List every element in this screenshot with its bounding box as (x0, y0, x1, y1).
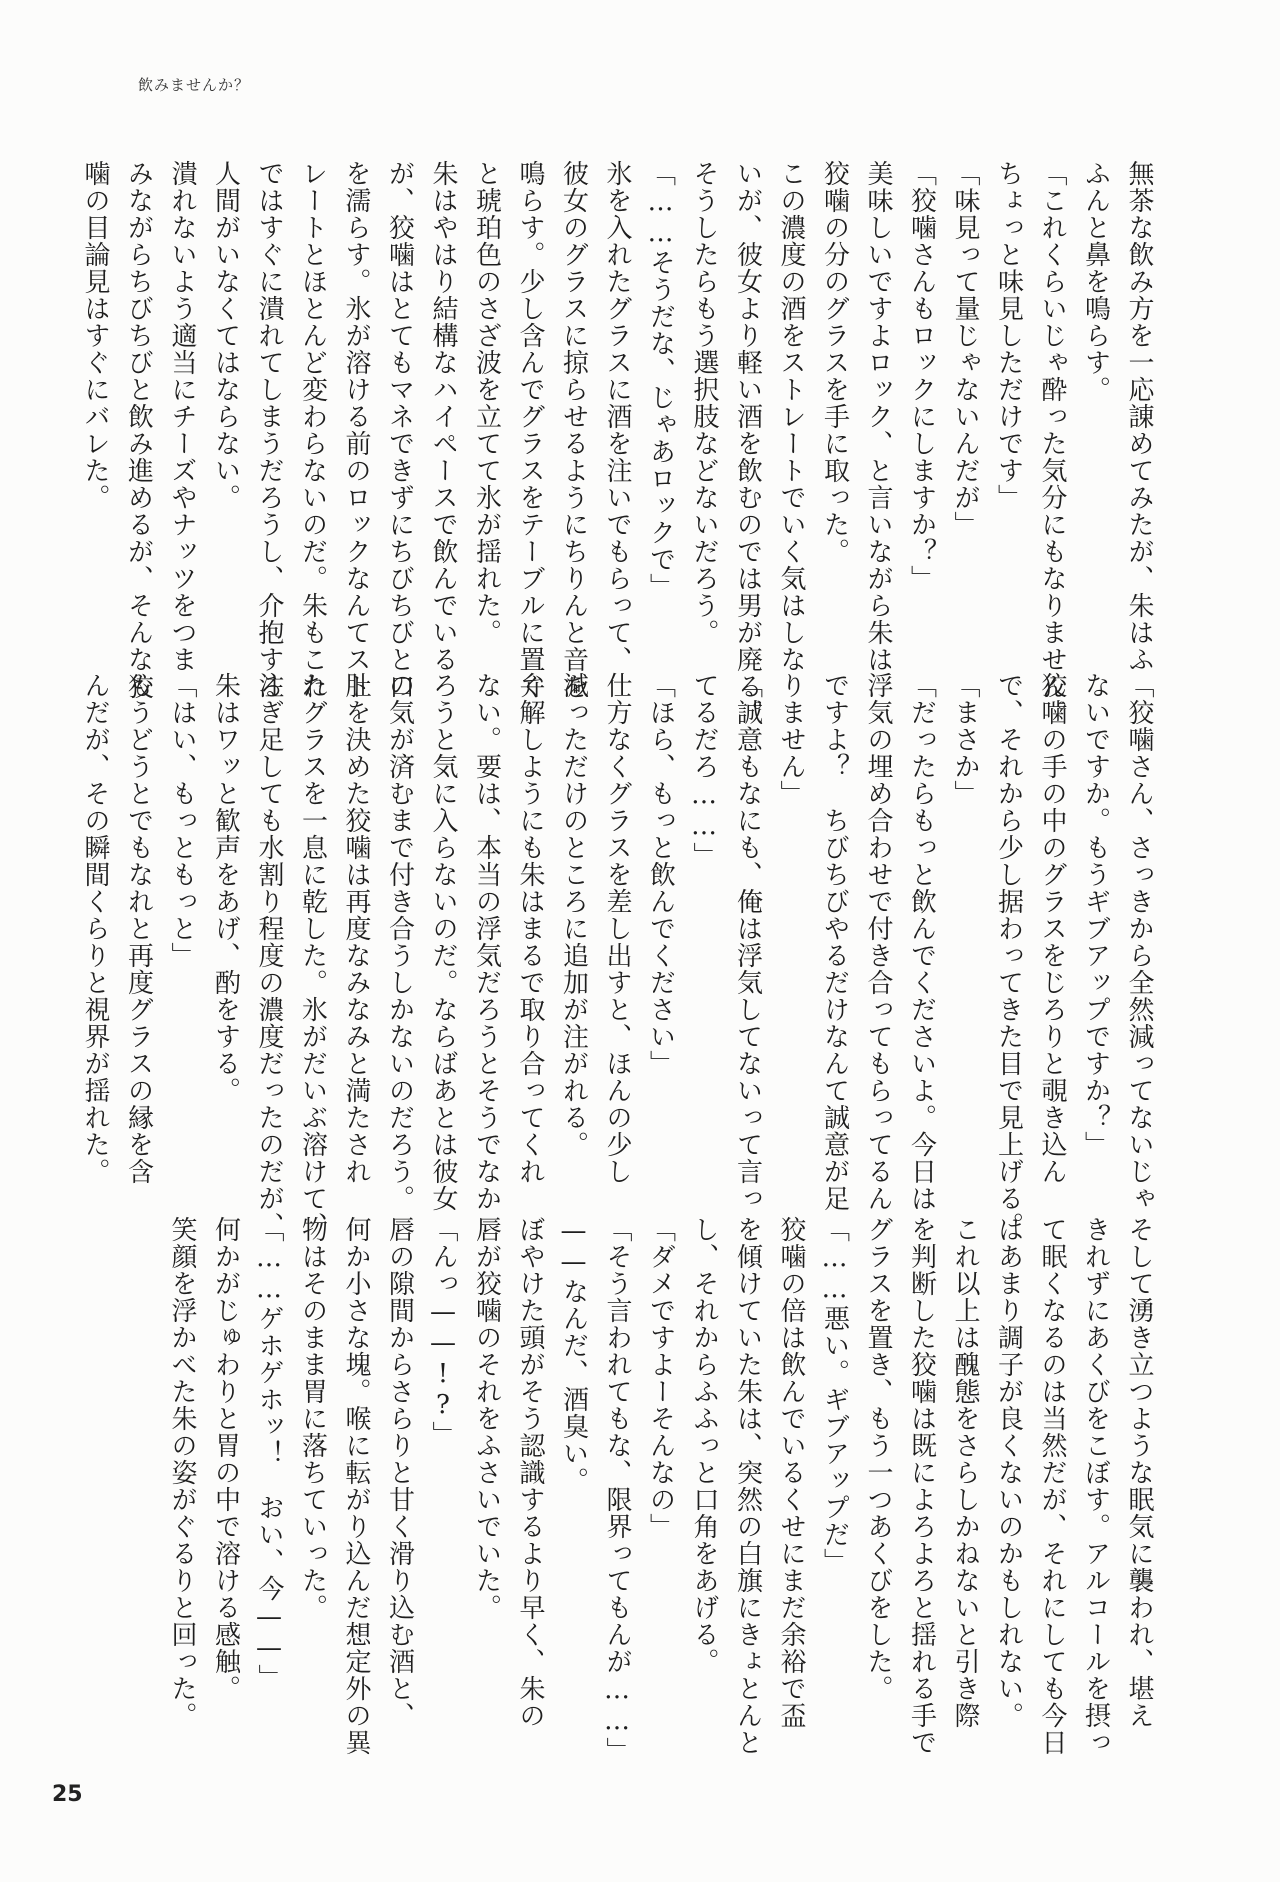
text-column: 「味見って量じゃないんだが」 (950, 160, 980, 538)
text-column: 狡噛の分のグラスを手に取った。 (819, 160, 850, 565)
text-column: を判断した狡噛は既によろよろと揺れる手で (906, 1216, 937, 1756)
text-column: 噛の目論見はすぐにバレた。 (80, 160, 110, 511)
text-column: 潰れないよう適当にチーズやナッツをつま (167, 160, 197, 673)
text-column: 狡噛の倍は飲んでいるくせにまだ余裕で盃 (776, 1216, 806, 1729)
text-column: が、狡噛はとてもマネできずにちびちびと口 (384, 160, 415, 700)
text-column: んだが、その瞬間くらりと視界が揺れた。 (80, 672, 110, 1185)
text-column: 「……そうだな、じゃあロックで」 (645, 160, 676, 600)
text-column: 「……ゲホゲホッ！ おい、今——」 (254, 1216, 284, 1691)
text-column: そうしたらもう選択肢などないだろう。 (689, 160, 719, 646)
text-column: を濡らす。氷が溶ける前のロックなんてスト (341, 160, 371, 700)
text-column: と琥珀色のさざ波を立てて氷が揺れた。 (471, 160, 502, 646)
text-column: 弁解しようにも朱はまるで取り合ってくれ (515, 672, 545, 1185)
text-column: もうどうとでもなれと再度グラスの縁を含 (123, 672, 154, 1185)
text-column: いが、彼女より軽い酒を飲むのでは男が廃る。 (732, 160, 763, 727)
text-column: て眠くなるのは当然だが、それにしても今日 (1037, 1216, 1067, 1756)
text-column: 笑顔を浮かべた朱の姿がぐるりと回った。 (167, 1216, 197, 1729)
text-column: 仕方なくグラスを差し出すと、ほんの少し (602, 672, 632, 1185)
text-column: 浮気の埋め合わせで付き合ってもらってるん (863, 672, 893, 1212)
text-column: 「狡噛さんもロックにしますか？」 (906, 160, 937, 592)
text-column: ないですか。もうギブアップですか？」 (1080, 672, 1111, 1158)
text-column: 「んっ——!?」 (428, 1216, 458, 1448)
text-column: みながらちびちびと飲み進めるが、そんな狡 (123, 160, 154, 700)
text-column: を傾けていた朱は、突然の白旗にきょとんと (732, 1216, 763, 1756)
text-column: 何か小さな塊。喉に転がり込んだ想定外の異 (341, 1216, 371, 1756)
text-column: ——なんだ、酒臭い。 (558, 1216, 589, 1494)
text-column: 氷を入れたグラスに酒を注いでもらって、 (602, 160, 632, 673)
text-column: 唇が狡噛のそれをふさいでいた。 (471, 1216, 502, 1621)
text-column: 無茶な飲み方を一応諌めてみたが、朱はふ (1124, 160, 1154, 673)
text-column: ろうと気に入らないのだ。ならばあとは彼女 (428, 672, 458, 1212)
text-column: そして湧き立つような眠気に襲われ、堪え (1124, 1216, 1154, 1729)
page-number: 25 (52, 1782, 83, 1807)
text-column: 朱はやはり結構なハイペースで飲んでいる (428, 160, 458, 673)
text-column: で、それから少し据わってきた目で見上げる。 (993, 672, 1024, 1239)
text-column: 何かがじゅわりと胃の中で溶ける感触。 (210, 1216, 241, 1702)
text-column: 狡噛の手の中のグラスをじろりと覗き込ん (1037, 672, 1067, 1185)
text-column: し、それからふふっと口角をあげる。 (689, 1216, 719, 1675)
text-column: これ以上は醜態をさらしかねないと引き際 (950, 1216, 980, 1729)
text-column: この濃度の酒をストレートでいく気はしな (776, 160, 806, 673)
text-column: りません」 (776, 672, 806, 807)
text-column: 「そう言われてもな、限界ってもんが……」 (602, 1216, 632, 1764)
text-column: 「ダメですよーそんなの」 (645, 1216, 676, 1540)
text-column: 人間がいなくてはならない。 (210, 160, 241, 511)
running-head: 飲みませんか？ (138, 76, 251, 94)
text-column: の気が済むまで付き合うしかないのだろう。 (384, 672, 415, 1212)
text-column: ぼやけた頭がそう認識するより早く、朱の (515, 1216, 545, 1729)
text-column: てるだろ……」 (689, 672, 719, 869)
text-tier-top (80, 160, 1160, 727)
text-column: たグラスを一息に乾した。氷がだいぶ溶けて、 (297, 672, 328, 1239)
text-column: 肚を決めた狡噛は再度なみなみと満たされ (341, 672, 371, 1185)
text-column: 「……悪い。ギブアップだ」 (819, 1216, 850, 1575)
text-column: レートとほとんど変わらないのだ。朱もこれ (297, 160, 328, 700)
text-column: 注ぎ足しても水割り程度の濃度だったのだが、 (254, 672, 284, 1239)
text-column: 唇の隙間からさらりと甘く滑り込む酒と、 (384, 1216, 415, 1729)
text-column: 彼女のグラスに掠らせるようにちりんと音を (558, 160, 589, 700)
text-column: 「ほら、もっと飲んでください」 (645, 672, 676, 1077)
text-column: ない。要は、本当の浮気だろうとそうでなか (471, 672, 502, 1212)
text-column: 「狡噛さん、さっきから全然減ってないじゃ (1124, 672, 1154, 1212)
text-column: 「誠意もなにも、俺は浮気してないって言っ (732, 672, 763, 1212)
text-tier-middle (80, 672, 1160, 1239)
text-column: ではすぐに潰れてしまうだろうし、介抱する (254, 160, 284, 700)
text-column: きれずにあくびをこぼす。アルコールを摂っ (1080, 1216, 1111, 1756)
text-column: 「まさか」 (950, 672, 980, 807)
text-column: 「だったらもっと飲んでくださいよ。今日は (906, 672, 937, 1212)
text-column: グラスを置き、もう一つあくびをした。 (863, 1216, 893, 1702)
text-column: 減っただけのところに追加が注がれる。 (558, 672, 589, 1158)
text-column: ですよ？ ちびちびやるだけなんて誠意が足 (819, 672, 850, 1212)
text-column: 「これくらいじゃ酔った気分にもなりません。 (1037, 160, 1067, 727)
text-column: 鳴らす。少し含んでグラスをテーブルに置く (515, 160, 545, 700)
text-column: ふんと鼻を鳴らす。 (1080, 160, 1111, 403)
text-column: ちょっと味見しただけです」 (993, 160, 1024, 511)
text-column: 朱はワッと歓声をあげ、酌をする。 (210, 672, 241, 1104)
text-column: 物はそのまま胃に落ちていった。 (297, 1216, 328, 1621)
text-column: 「はい、もっともっと」 (167, 672, 197, 969)
text-tier-bottom (140, 1216, 1160, 1764)
text-column: 美味しいですよロック、と言いながら朱は (863, 160, 893, 673)
text-column: はあまり調子が良くないのかもしれない。 (993, 1216, 1024, 1729)
